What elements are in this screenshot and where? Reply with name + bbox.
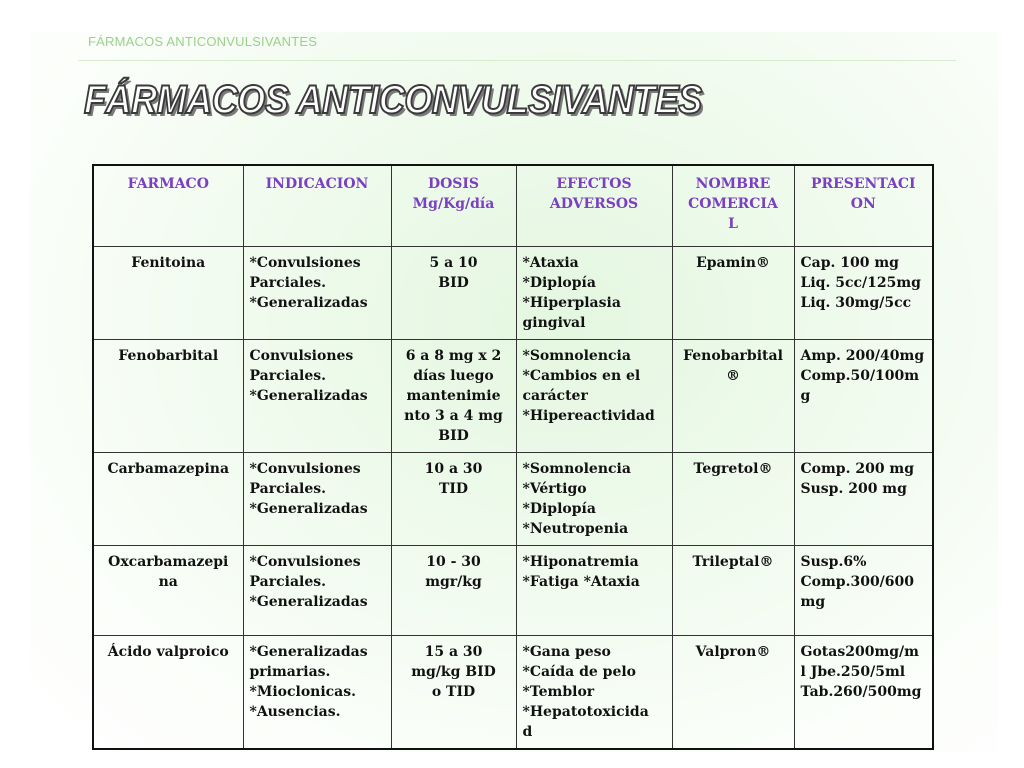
column-header-dosis: DOSIS Mg/Kg/día — [391, 165, 516, 247]
cell-farmaco: Fenobarbital — [93, 340, 243, 453]
cell-dosis: 5 a 10 BID — [391, 247, 516, 340]
cell-indicacion: *Convulsiones Parciales. *Generalizadas — [243, 453, 391, 546]
cell-presentacion: Susp.6% Comp.300/600 mg — [794, 546, 933, 636]
cell-farmaco: Ácido valproico — [93, 636, 243, 750]
cell-nombre: Fenobarbital ® — [672, 340, 794, 453]
table-row — [93, 247, 933, 340]
page-title: FÁRMACOS ANTICONVULSIVANTES — [84, 78, 702, 122]
cell-nombre: Epamin® — [672, 247, 794, 340]
header-divider — [78, 60, 956, 61]
cell-nombre: Tegretol® — [672, 453, 794, 546]
column-header-farmaco: FARMACO — [93, 165, 243, 247]
cell-efectos: *Somnolencia *Cambios en el carácter *Hipereactividad — [516, 340, 672, 453]
cell-presentacion: Amp. 200/40mg Comp.50/100m g — [794, 340, 933, 453]
cell-efectos: *Gana peso *Caída de pelo *Temblor *Hepatotoxicida d — [516, 636, 672, 750]
cell-dosis: 10 - 30 mgr/kg — [391, 546, 516, 636]
cell-presentacion: Gotas200mg/m l Jbe.250/5ml Tab.260/500mg — [794, 636, 933, 750]
table-header-row — [93, 165, 933, 247]
cell-efectos: *Hiponatremia *Fatiga *Ataxia — [516, 546, 672, 636]
cell-indicacion: *Convulsiones Parciales. *Generalizadas — [243, 546, 391, 636]
cell-farmaco: Carbamazepina — [93, 453, 243, 546]
table-row — [93, 546, 933, 636]
column-header-indicacion: INDICACION — [243, 165, 391, 247]
cell-presentacion: Cap. 100 mg Liq. 5cc/125mg Liq. 30mg/5cc — [794, 247, 933, 340]
cell-indicacion: *Generalizadas primarias. *Mioclonicas. *Ausencias. — [243, 636, 391, 750]
cell-farmaco: Fenitoina — [93, 247, 243, 340]
cell-efectos: *Ataxia *Diplopía *Hiperplasia gingival — [516, 247, 672, 340]
column-header-efectos: EFECTOS ADVERSOS — [516, 165, 672, 247]
header-label: FÁRMACOS ANTICONVULSIVANTES — [88, 34, 318, 49]
cell-farmaco: Oxcarbamazepi na — [93, 546, 243, 636]
cell-dosis: 6 a 8 mg x 2 días luego mantenimie nto 3 a 4 mg BID — [391, 340, 516, 453]
column-header-presentacion: PRESENTACI ON — [794, 165, 933, 247]
cell-dosis: 15 a 30 mg/kg BID o TID — [391, 636, 516, 750]
cell-dosis: 10 a 30 TID — [391, 453, 516, 546]
cell-efectos: *Somnolencia *Vértigo *Diplopía *Neutropenia — [516, 453, 672, 546]
table-row — [93, 340, 933, 453]
cell-indicacion: *Convulsiones Parciales. *Generalizadas — [243, 247, 391, 340]
column-header-nombre: NOMBRE COMERCIA L — [672, 165, 794, 247]
cell-indicacion: Convulsiones Parciales. *Generalizadas — [243, 340, 391, 453]
table-row — [93, 453, 933, 546]
table-row — [93, 636, 933, 750]
cell-presentacion: Comp. 200 mg Susp. 200 mg — [794, 453, 933, 546]
cell-nombre: Trileptal® — [672, 546, 794, 636]
cell-nombre: Valpron® — [672, 636, 794, 750]
drug-table — [92, 164, 934, 750]
